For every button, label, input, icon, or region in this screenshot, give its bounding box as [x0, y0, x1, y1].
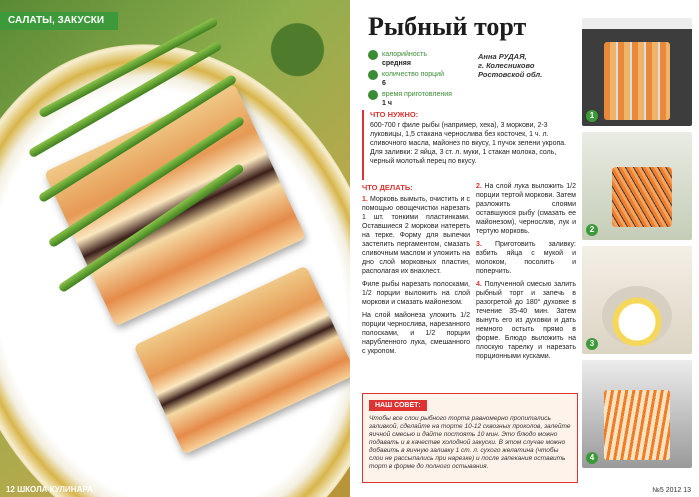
- step-text: Филе рыбы нарезать полосками, 1/2 порции выложить на слой моркови и смазать майонезом.: [362, 281, 470, 306]
- meta-label: калорийность: [382, 51, 427, 58]
- step: [362, 280, 470, 307]
- advice-heading: НАШ СОВЕТ:: [369, 400, 427, 411]
- photo-number: 4: [586, 452, 598, 464]
- difficulty-icon: [368, 50, 378, 60]
- author-town: г. Колесниково: [478, 61, 535, 70]
- right-page: [350, 0, 699, 497]
- step-photo-1: [582, 18, 692, 126]
- steps-heading: ЧТО ДЕЛАТЬ:: [362, 183, 413, 192]
- author-name: Анна РУДАЯ,: [478, 52, 527, 61]
- recipe-title: Рыбный торт: [368, 12, 527, 41]
- meta-value: 1 ч: [382, 100, 392, 107]
- advice-text: Чтобы все слои рыбного торта равномерно пропитались заливкой, сделайте на торте 10-12 сквозных проколов, залейте яичной смесью и дайте постоять 10 мин. Это блюдо можно подавать и в качестве холодной закуски. В этом случае можно добавить в яичную заливку 1 ст. л. сухого желатина (чтобы слои не рассыпались при нарезке) и после запекания оставить торт в форме до полного остывания.: [369, 415, 571, 470]
- ingredients-box: [362, 110, 576, 180]
- meta-label: количество порций: [382, 71, 445, 78]
- step-number: 1.: [362, 196, 368, 203]
- ingredients-text: 600-700 г филе рыбы (например, хека), 3 моркови, 2-3 луковицы, 1,5 стакана чернослива без косточек, 1 ч. л. сливочного масла, майонез по вкусу, 1 пучок зелени укропа. Для заливки: 2 яйца, 3 ст. л. муки, 1 стакан молока, соль, черный молотый перец по вкусу.: [370, 122, 567, 165]
- step-photo-3: [582, 246, 692, 354]
- ingredients-heading: ЧТО НУЖНО:: [370, 110, 419, 119]
- step: [476, 280, 576, 361]
- steps-column-1: [362, 195, 470, 360]
- step-text: Полученной смесью залить рыбный торт и запечь в разогретой до 180° духовке в течение 35-40 мин. Затем вынуть его из духовки и дать немного остыть прямо в форме. Блюдо выложить на плоскую тарелку и нарезать порционными кусками.: [476, 281, 577, 360]
- meta-row: [368, 70, 478, 88]
- meta-value: 6: [382, 80, 386, 87]
- step-text: Приготовить заливку: взбить яйца с мукой и молоком, посолить и поперчить.: [476, 241, 576, 275]
- step: [476, 182, 576, 236]
- page-number-left: 12 ШКОЛА КУЛИНАРА: [6, 485, 93, 494]
- clock-icon: [368, 90, 378, 100]
- section-label: САЛАТЫ, ЗАКУСКИ: [0, 12, 118, 30]
- photo-number: 2: [586, 224, 598, 236]
- step-text: Морковь вымыть, очистить и с помощью овощечистки нарезать 1 шт. тонкими пластинками. Оставшиеся 2 моркови натереть на терке. Форму для выпечки застелить пергаментом, смазать сливочным маслом и уложить на дно слой морковных пластин, располагая их внахлест.: [362, 196, 470, 275]
- step-number: 3.: [476, 241, 482, 248]
- step: [362, 311, 470, 356]
- portions-icon: [368, 70, 378, 80]
- step-number: 2.: [476, 183, 482, 190]
- advice-box: [362, 393, 578, 483]
- meta-label: время приготовления: [382, 91, 452, 98]
- step-photos: [582, 18, 692, 474]
- meta-row: [368, 90, 478, 108]
- step-number: 4.: [476, 281, 482, 288]
- step-text: На слой лука выложить 1/2 порции тертой моркови. Затем разложить слоями оставшуюся рыбу (смазать ее майонезом), чернослив, лук и тертую морковь.: [476, 183, 577, 235]
- author-credit: [478, 52, 542, 79]
- meta-row: [368, 50, 478, 68]
- step: [362, 195, 470, 276]
- photo-number: 3: [586, 338, 598, 350]
- step-photo-4: [582, 360, 692, 468]
- meta-value: средняя: [382, 60, 411, 67]
- page-number-right: №5 2012 13: [652, 487, 691, 494]
- step-text: На слой майонеза уложить 1/2 порции чернослива, нарезанного полосками, и 1/2 порции нарубленного лука, смешанного с укропом.: [362, 312, 470, 355]
- recipe-meta: [368, 50, 478, 110]
- steps-column-2: [476, 182, 576, 365]
- photo-number: 1: [586, 110, 598, 122]
- step-photo-2: [582, 132, 692, 240]
- author-region: Ростовской обл.: [478, 70, 543, 79]
- step: [476, 240, 576, 276]
